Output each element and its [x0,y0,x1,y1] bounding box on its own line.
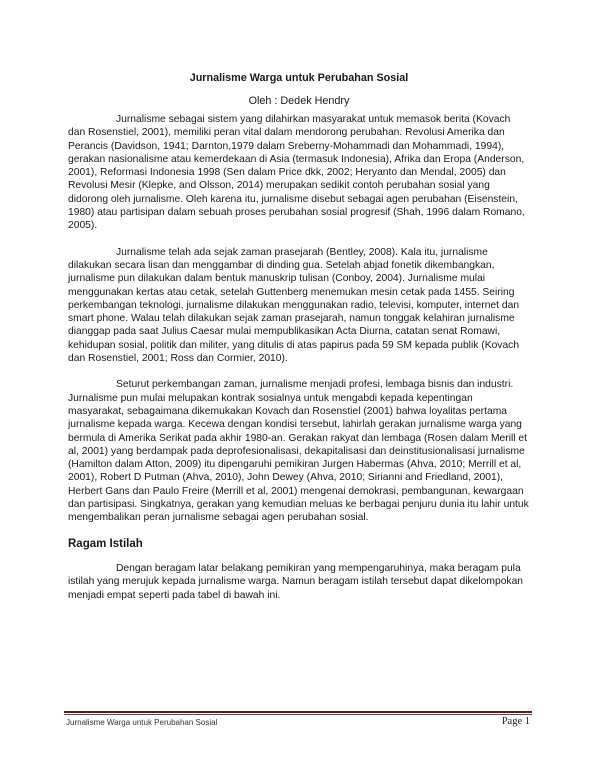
body-paragraph-1: Jurnalisme sebagai sistem yang dilahirkan masyarakat untuk memasok berita (Kovach dan Rosenstiel, 2001), memiliki peran vital dalam mendorong perubahan. Revolusi Amerika dan Perancis (Davidson, 1941; Darnton,1979 dalam Sreberny-Mohammadi dan Mohammadi, 1994), gerakan nasionalisme atau kemerdekaan di Asia (termasuk Indonesia), Afrika dan Eropa (Anderson, 2001), Reformasi Indonesia 1998 (Sen dalam Price dkk, 2002; Heryanto dan Mendal, 2005) dan Revolusi Mesir (Klepke, and Olsson, 2014) merupakan sedikit contoh perubahan sosial yang didorong oleh jurnalisme. Oleh karena itu, jurnalisme disebut sebagai agen perubahan (Eisenstein, 1980) atau partisipan dalam sebuah proses perubahan sosial progresif (Shah, 1996 dalam Romano, 2005). [68,114,525,232]
page-number: Page 1 [501,716,530,727]
author-line: Oleh : Dedek Hendry [248,95,350,107]
footer-title: Jurnalisme Warga untuk Perubahan Sosial [66,718,218,727]
document-title: Jurnalisme Warga untuk Perubahan Sosial [189,72,409,84]
footer-divider-thin [64,714,532,715]
body-paragraph-3: Seturut perkembangan zaman, jurnalisme menjadi profesi, lembaga bisnis dan industri. Jurnalisme pun mulai melupakan kontrak sosialnya untuk mengabdi kepada kepentingan masyarakat, sebagaimana dikemukakan Kovach dan Rosenstiel (2001) bahwa loyalitas pertama jurnalisme kepada warga. Kecewa dengan kondisi tersebut, lahirlah gerakan jurnalisme warga yang bermula di Amerika Serikat pada akhir 1980-an. Gerakan rakyat dan lembaga (Rosen dalam Merill et al, 2001) yang berdampak pada deprofesionalisasi, dekapitalisasi dan deinstitusionalisasi jurnalisme (Hamilton dalam Atton, 2009) itu dipengaruhi pemikiran Jurgen Habermas (Ahva, 2010; Merrill et al, 2001), Robert D Putman (Ahva, 2010), John Dewey (Ahva, 2010; Sirianni and Friedland, 2001), Herbert Gans dan Paulo Freire (Merrill et al, 2001) mengenai demokrasi, pembangunan, kewargaan dan partisipasi. Singkatnya, gerakan yang kemudian meluas ke berbagai penjuru dunia itu lahir untuk mengembalikan peran jurnalisme sebagai agen perubahan sosial. [68,379,529,524]
section-paragraph: Dengan beragam latar belakang pemikiran yang mempengaruhinya, maka beragam pula istilah yang merujuk kepada jurnalisme warga. Namun beragam istilah tersebut dapat dikelompokan menjadi empat seperti pada tabel di bawah ini. [68,562,524,601]
body-paragraph-2: Jurnalisme telah ada sejak zaman prasejarah (Bentley, 2008). Kala itu, jurnalisme dilakukan secara lisan dan menggambar di dinding gua. Setelah abjad fonetik dikembangkan, jurnalisme pun dilakukan dalam bentuk manuskrip tulisan (Conboy, 2004). Jurnalisme mulai menggunakan kertas atau cetak, setelah Guttenberg menemukan mesin cetak pada 1455. Seiring perkembangan teknologi, jurnalisme dilakukan menggunakan radio, televisi, komputer, internet dan smart phone. Walau telah dilakukan sejak zaman prasejarah, namun tonggak kelahiran jurnalisme dianggap pada saat Julius Caesar mulai mempublikasikan Acta Diurna, catatan senat Romawi, kehidupan sosial, politik dan militer, yang ditulis di atas papirus pada 59 SM kepada publik (Kovach dan Rosenstiel, 2001; Ross dan Cormier, 2010). [68,246,520,365]
section-heading: Ragam Istilah [68,537,143,550]
page-body [68,72,530,615]
footer-divider-thick [64,711,532,713]
